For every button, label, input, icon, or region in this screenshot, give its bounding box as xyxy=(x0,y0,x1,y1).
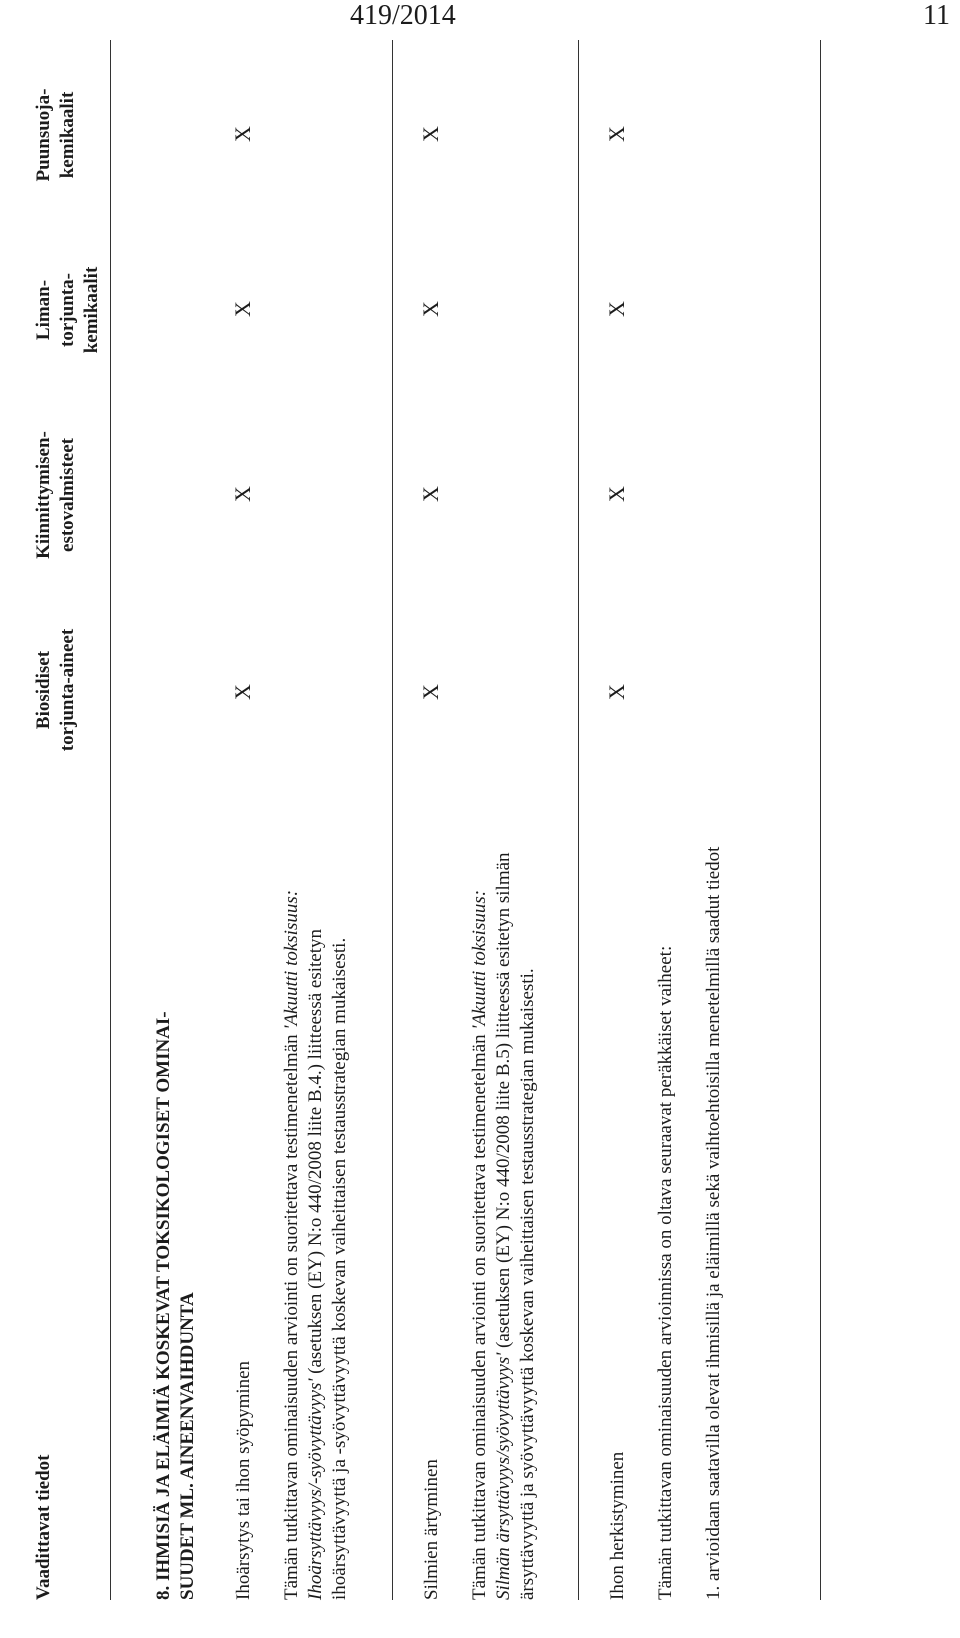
header-antistain-line: Kiinnittymisen- xyxy=(33,431,54,559)
table-row xyxy=(232,840,352,1600)
header-biocides-line: torjunta-aineet xyxy=(57,628,78,752)
mark-wood: X xyxy=(418,126,443,142)
row-title: Ihoärsytys tai ihon syöpyminen xyxy=(233,1360,254,1600)
row-description: Tämän tutkittavan ominaisuuden arvioinnissa on oltava seuraavat peräkkäiset vaiheet: xyxy=(655,945,676,1600)
header-wood-preservatives xyxy=(32,60,80,210)
header-slime xyxy=(32,240,104,380)
page-number: 11 xyxy=(923,0,950,31)
row-description xyxy=(468,840,540,1600)
row-text: (asetuksen (EY) N:o 440/2008 liite B.4.) liitteessä esitetyn ihoärsyttävyyttä ja -syövyttävyyttä koskevan vaiheittaisen testausstrategian mukaisesti. xyxy=(305,928,350,1600)
mark-biocides: X xyxy=(230,684,255,700)
table-header-row xyxy=(32,40,122,1600)
section-title-line: SUUDET ML. AINEENVAIHDUNTA xyxy=(177,1292,198,1600)
row-divider xyxy=(392,40,393,1600)
row-text: Tämän tutkittavan ominaisuuden arviointi on suoritettava testimenetelmän xyxy=(281,1029,302,1600)
mark-slime: X xyxy=(418,301,443,317)
header-slime-line: Liman- xyxy=(33,279,54,341)
header-wood-line: Puunsuoja- xyxy=(33,88,54,182)
mark-biocides: X xyxy=(604,684,629,700)
mark-wood: X xyxy=(604,126,629,142)
section-title-line: 8. IHMISIÄ JA ELÄIMIÄ KOSKEVAT TOKSIKOLOGISET OMINAI- xyxy=(153,1011,174,1600)
header-antistain-line: estovalmisteet xyxy=(57,438,78,552)
header-biocides-line: Biosidiset xyxy=(33,650,54,730)
rotated-table xyxy=(12,40,892,1600)
header-divider xyxy=(110,40,111,1600)
row-test-method: 'Akuutti toksisuus: Silmän ärsyttävyys/syövyttävyys' xyxy=(469,889,514,1600)
header-antistain xyxy=(32,400,80,590)
row-description xyxy=(280,840,352,1600)
table-row xyxy=(420,840,540,1600)
row-title: Silmien ärtyminen xyxy=(421,1459,442,1600)
header-biocides xyxy=(32,600,80,780)
header-wood-line: kemikaalit xyxy=(57,91,78,179)
mark-antistain: X xyxy=(604,486,629,502)
header-slime-line: torjunta- xyxy=(57,273,78,347)
mark-slime: X xyxy=(604,301,629,317)
mark-antistain: X xyxy=(418,486,443,502)
mark-slime: X xyxy=(230,301,255,317)
row-divider xyxy=(578,40,579,1600)
table-bottom-divider xyxy=(820,40,821,1600)
header-slime-line: kemikaalit xyxy=(81,266,102,354)
section-title xyxy=(152,780,200,1600)
document-number: 419/2014 xyxy=(350,0,456,31)
mark-wood: X xyxy=(230,126,255,142)
row-title: Ihon herkistyminen xyxy=(607,1451,628,1600)
table-row xyxy=(606,840,726,1600)
row-list-item: 1. arvioidaan saatavilla olevat ihmisillä ja eläimillä sekä vaihtoehtoisilla menetelmillä saadut tiedot xyxy=(703,846,724,1600)
mark-biocides: X xyxy=(418,684,443,700)
row-text: Tämän tutkittavan ominaisuuden arviointi on suoritettava testimenetelmän xyxy=(469,1029,490,1600)
mark-antistain: X xyxy=(230,486,255,502)
row-text: (asetuksen (EY) N:o 440/2008 liite B.5) liitteessä esitetyn silmän ärsyttävyyttä ja syövyttävyyttä koskevan vaiheittaisen testausstrategian mukaisesti. xyxy=(493,852,538,1600)
row-test-method: 'Akuutti toksisuus: Ihoärsyttävyys/-syövyttävyys' xyxy=(281,889,326,1600)
header-requirements: Vaadittavat tiedot xyxy=(33,1454,54,1600)
